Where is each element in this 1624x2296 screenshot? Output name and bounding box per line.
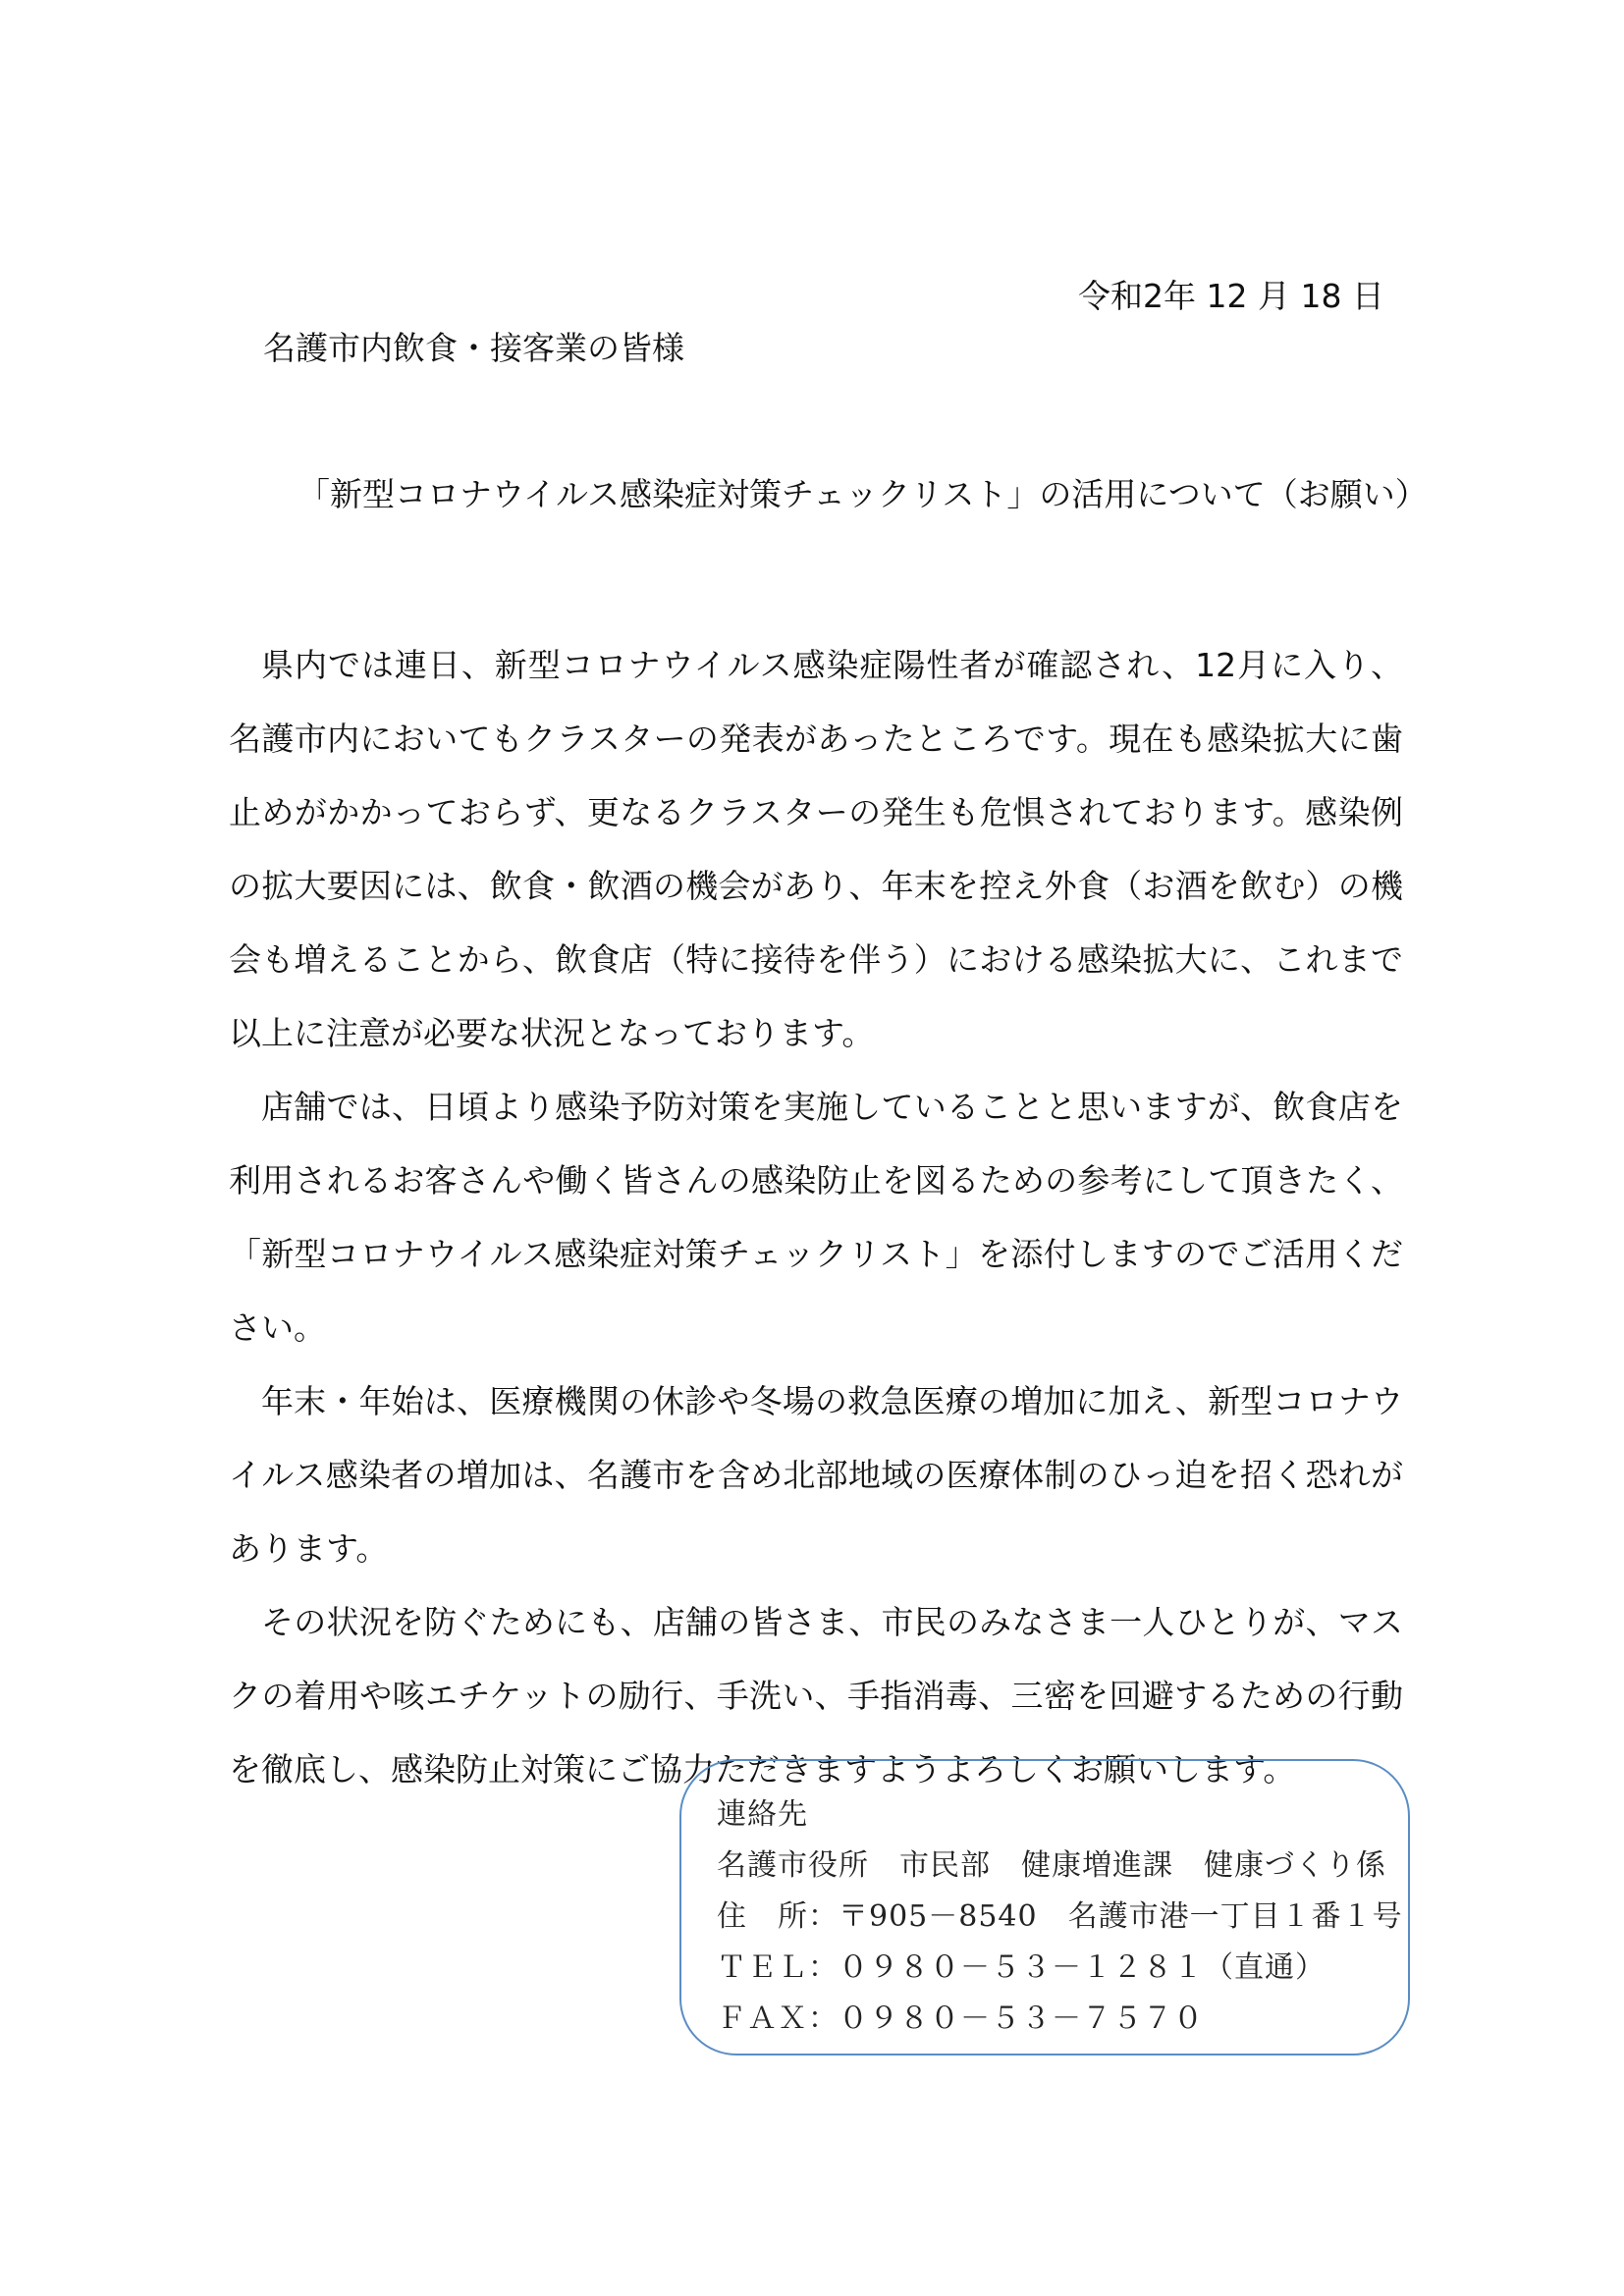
body-paragraph: 店舗では、日頃より感染予防対策を実施していることと思いますが、飲食店を利用されるお客さんや働く皆さんの感染防止を図るための参考にして頂きたく、「新型コロナウイルス感染症対策チェックリスト」を添付しますのでご活用ください。 — [229, 1088, 1403, 1347]
body-paragraph: 年末・年始は、医療機関の休診や冬場の救急医療の増加に加え、新型コロナウイルス感染者の増加は、名護市を含め北部地域の医療体制のひっ迫を招く恐れがあります。 — [229, 1382, 1403, 1568]
body-paragraph: 県内では連日、新型コロナウイルス感染症陽性者が確認され、12月に入り、名護市内においてもクラスターの発表があったところです。現在も感染拡大に歯止めがかかっておらず、更なるクラスターの発生も危惧されております。感染例の拡大要因には、飲食・飲酒の機会があり、年末を控え外食（お酒を飲む）の機会も増えることから、飲食店（特に接待を伴う）における感染拡大に、これまで以上に注意が必要な状況となっております。 — [229, 646, 1403, 1052]
contact-fax: ＦＡＸ：０９８０－５３－７５７０ — [717, 2002, 1204, 2036]
contact-address: 住 所：〒905－8540 名護市港一丁目１番１号 — [717, 1899, 1403, 1934]
contact-info — [717, 1789, 1403, 2045]
document-title: 「新型コロナウイルス感染症対策チェックリスト」の活用について（お願い） — [298, 475, 1428, 513]
body-paragraph: その状況を防ぐためにも、店舗の皆さま、市民のみなさま一人ひとりが、マスクの着用や咳エチケットの励行、手洗い、手指消毒、三密を回避するための行動を徹底し、感染防止対策にご協力ただきますようよろしくお願いします。 — [229, 1603, 1403, 1789]
contact-tel: ＴＥＬ：０９８０－５３－１２８１（直通） — [717, 1950, 1326, 1985]
document-date: 令和2年 12 月 18 日 — [1078, 277, 1384, 315]
addressee: 名護市内飲食・接客業の皆様 — [263, 329, 684, 367]
body-text — [229, 628, 1403, 1806]
contact-department: 名護市役所 市民部 健康増進課 健康づくり係 — [717, 1848, 1386, 1883]
contact-heading: 連絡先 — [717, 1797, 808, 1832]
